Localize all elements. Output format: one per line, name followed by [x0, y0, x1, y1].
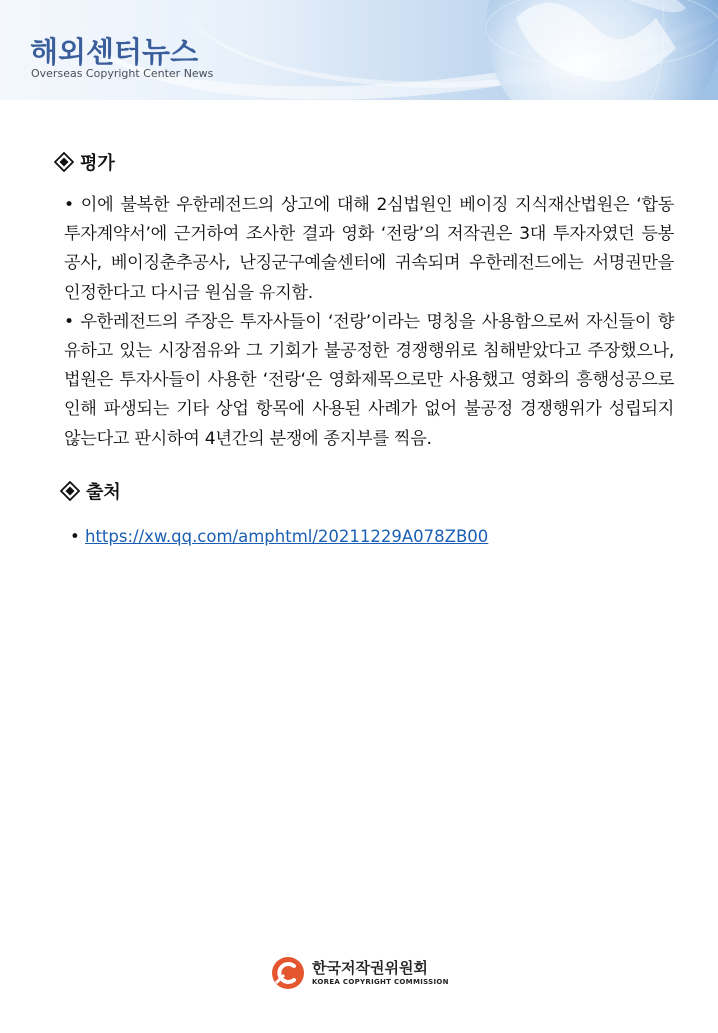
copyright-commission-logo-icon: [270, 955, 306, 991]
evaluation-body: [64, 191, 674, 454]
section-heading-label: 평가: [80, 153, 115, 174]
globe-icon: [486, 0, 718, 100]
paragraph: • 이에 불복한 우한레전드의 상고에 대해 2심법원인 베이징 지식재산법원은 ‘합동 투자계약서’에 근거하여 조사한 결과 영화 ‘전랑’의 저작권은 3대 투자자였던 등봉공사, 베이징춘추공사, 난징군구예술센터에 귀속되며 우한레전드에는 서명권만을 인정한다고 다시금 원심을 유지함.: [64, 195, 674, 303]
source-link[interactable]: https://xw.qq.com/amphtml/20211229A078ZB00: [84, 527, 489, 546]
footer-logo: [270, 955, 449, 991]
header-banner: [0, 0, 718, 100]
org-name-korean: 한국저작권위원회: [312, 958, 428, 977]
diamond-bullet-icon: [60, 481, 80, 501]
section-heading-source: [60, 478, 121, 504]
diamond-bullet-icon: [54, 152, 74, 172]
page-subtitle: Overseas Copyright Center News: [31, 67, 214, 80]
source-list-item: [70, 525, 488, 549]
paragraph: • 우한레전드의 주장은 투자사들이 ‘전랑’이라는 명칭을 사용함으로써 자신들이 향유하고 있는 시장점유와 그 기회가 불공정한 경쟁행위로 침해받았다고 주장했으나, 법원은 투자사들이 사용한 ‘전랑‘은 영화제목으로만 사용했고 영화의 흥행성공으로 인해 파생되는 기타 상업 항목에 사용된 사례가 없어 불공정 경쟁행위가 성립되지 않는다고 판시하여 4년간의 분쟁에 종지부를 찍음.: [64, 311, 674, 449]
org-name-english: KOREA COPYRIGHT COMMISSION: [312, 977, 449, 986]
section-heading-label: 출처: [86, 482, 121, 503]
bullet: •: [70, 527, 80, 546]
section-heading-evaluation: [54, 149, 115, 175]
page-title: 해외센터뉴스: [30, 35, 199, 69]
